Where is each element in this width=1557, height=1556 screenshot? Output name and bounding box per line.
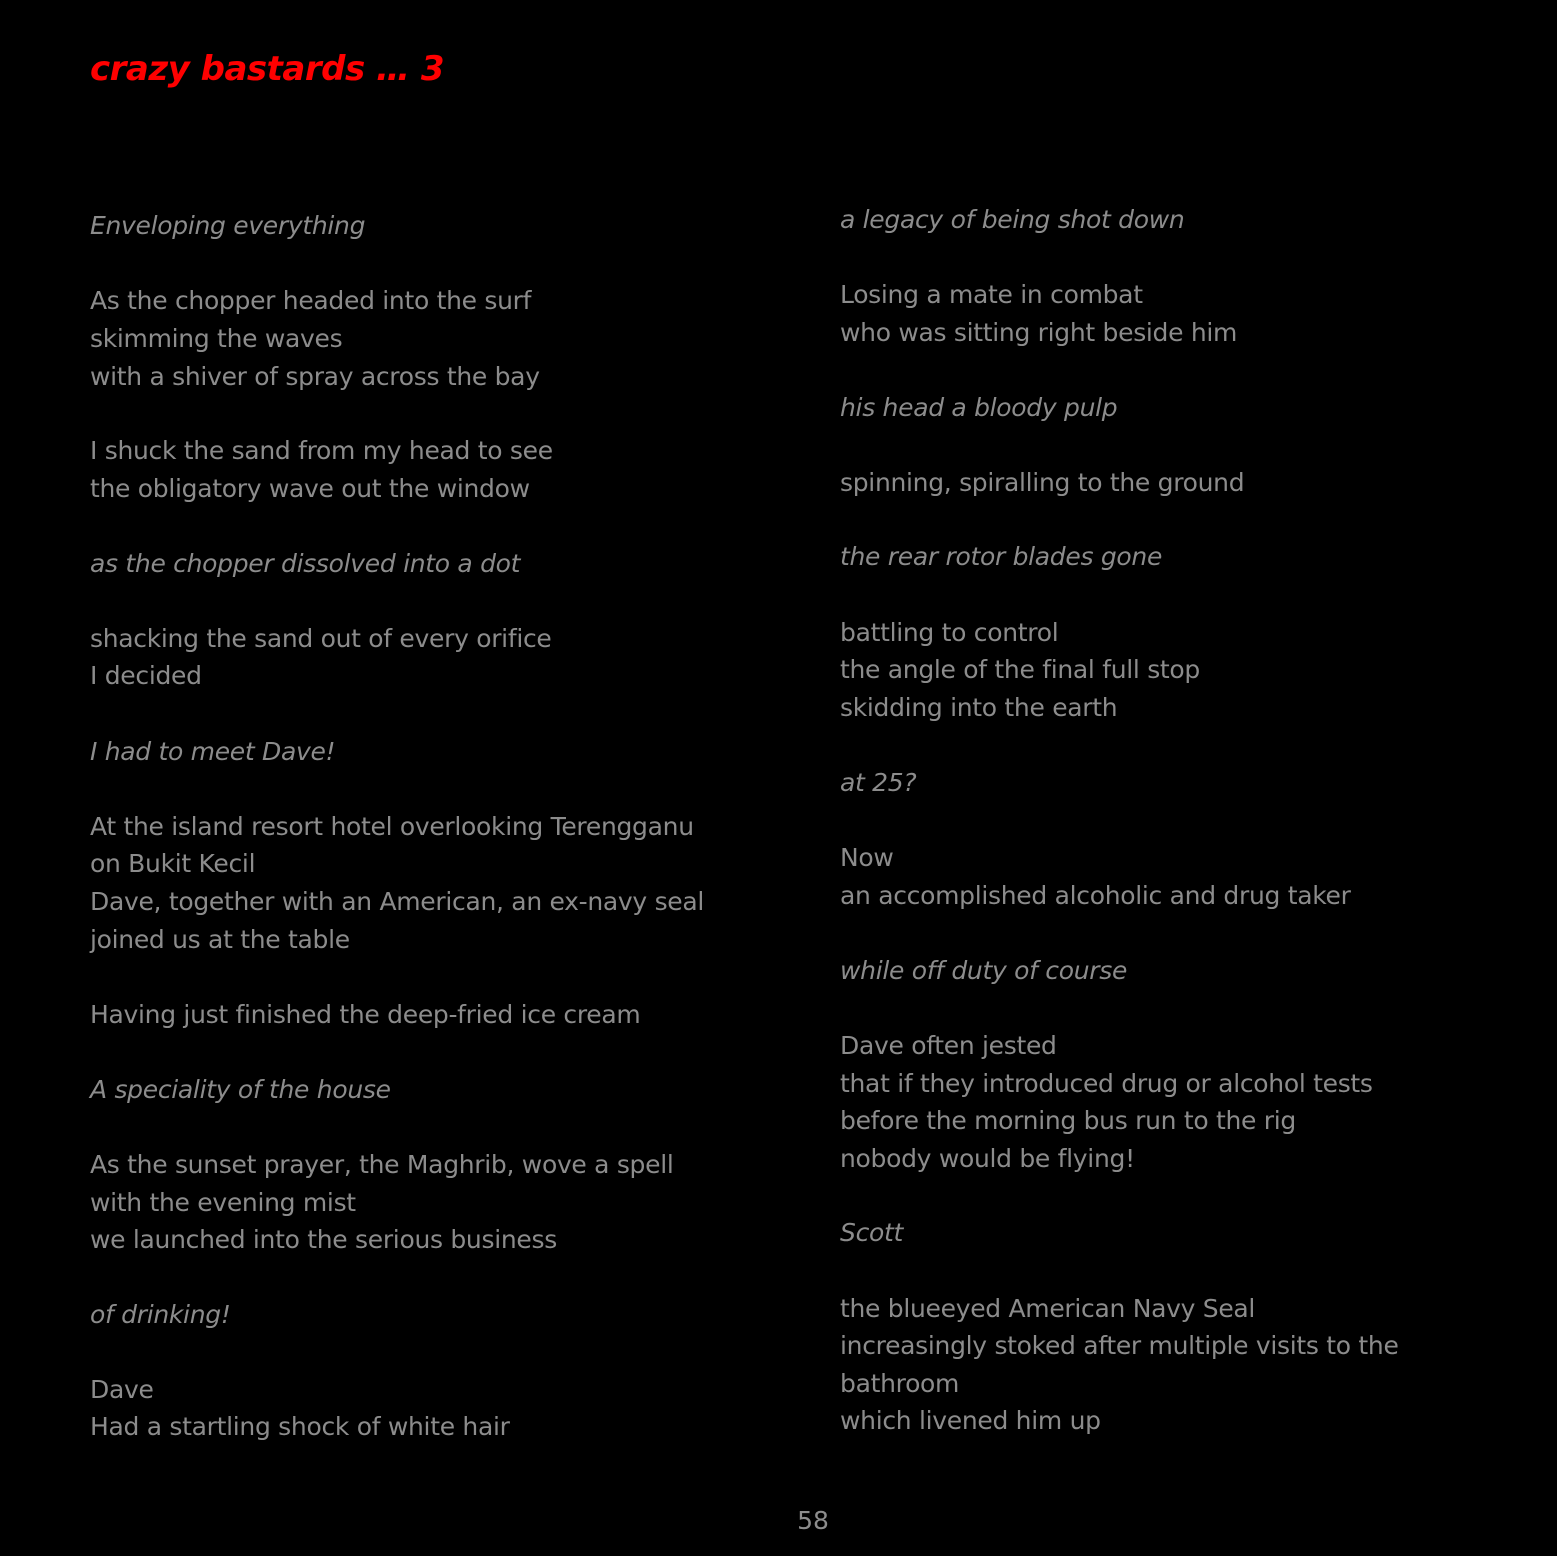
left-line: we launched into the serious business [90,1225,557,1254]
left-line: shacking the sand out of every orifice [90,624,552,653]
left-line: of drinking! [90,1300,231,1329]
right-line: who was sitting right beside him [840,318,1238,347]
right-line: at 25? [840,768,917,797]
right-line: the rear rotor blades gone [840,542,1163,571]
left-line: the obligatory wave out the window [90,474,530,503]
right-line: a legacy of being shot down [840,205,1185,234]
left-line: Had a startling shock of white hair [90,1412,510,1441]
left-line: with a shiver of spray across the bay [90,362,540,391]
right-line: spinning, spiralling to the ground [840,468,1245,497]
right-line: bathroom [840,1369,960,1398]
left-line: on Bukit Kecil [90,849,256,878]
poem-title: crazy bastards … 3 [90,49,445,89]
left-line: A speciality of the house [90,1075,391,1104]
right-line: nobody would be flying! [840,1144,1135,1173]
right-line: an accomplished alcoholic and drug taker [840,881,1351,910]
left-line: As the chopper headed into the surf [90,286,532,315]
right-line: the blueeyed American Navy Seal [840,1294,1256,1323]
right-line: increasingly stoked after multiple visits to the [840,1331,1399,1360]
left-line: joined us at the table [90,925,350,954]
left-line: At the island resort hotel overlooking Terengganu [90,812,694,841]
left-line: Dave, together with an American, an ex-navy seal [90,887,705,916]
left-line: Enveloping everything [90,211,366,240]
right-line: Losing a mate in combat [840,280,1143,309]
left-line: I had to meet Dave! [90,737,336,766]
right-line: Scott [840,1218,904,1247]
left-line: I shuck the sand from my head to see [90,436,553,465]
right-line: the angle of the final full stop [840,655,1200,684]
left-line: skimming the waves [90,324,343,353]
right-line: Dave often jested [840,1031,1057,1060]
right-line: before the morning bus run to the rig [840,1106,1296,1135]
right-line: his head a bloody pulp [840,393,1118,422]
left-line: with the evening mist [90,1188,356,1217]
left-line: Dave [90,1375,154,1404]
right-line: Now [840,843,894,872]
right-line: which livened him up [840,1406,1101,1435]
right-line: that if they introduced drug or alcohol tests [840,1069,1373,1098]
left-line: Having just finished the deep-fried ice cream [90,1000,641,1029]
right-line: skidding into the earth [840,693,1118,722]
right-line: while off duty of course [840,956,1128,985]
left-line: as the chopper dissolved into a dot [90,549,521,578]
left-line: I decided [90,661,202,690]
left-line: As the sunset prayer, the Maghrib, wove a spell [90,1150,674,1179]
right-line: battling to control [840,618,1059,647]
page-number: 58 [797,1506,829,1535]
